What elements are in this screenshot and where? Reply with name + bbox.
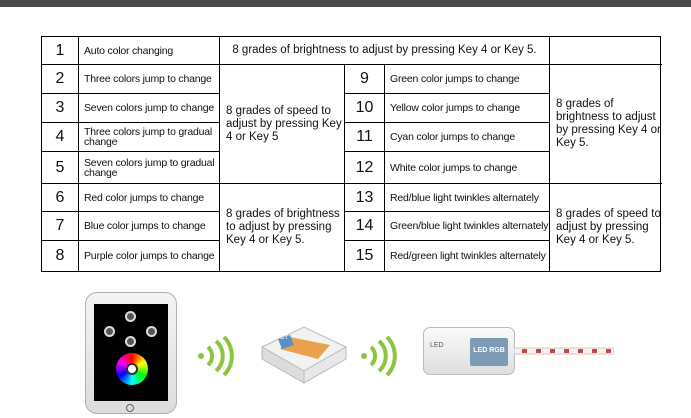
led-controller-icon <box>423 327 515 375</box>
controller-small-text: LED <box>430 342 444 349</box>
speed-button-icon <box>146 326 157 337</box>
tablet-remote-icon <box>85 292 177 414</box>
mode-number: 3 <box>42 94 79 123</box>
mode-label: Green color jumps to change <box>385 65 550 94</box>
mode-label: Seven colors jump to change <box>79 94 220 123</box>
mode-label: Three colors jump to change <box>79 65 220 94</box>
row1-brightness-note: 8 grades of brightness to adjust by pressing Key 4 or Key 5. <box>220 37 550 65</box>
mode-label: Yellow color jumps to change <box>385 94 550 123</box>
mode-number: 12 <box>345 152 385 184</box>
remote-logo-text: CT <box>280 335 288 341</box>
mode-number: 4 <box>42 123 79 152</box>
mode-number: 7 <box>42 212 79 241</box>
mode-label: Cyan color jumps to change <box>385 123 550 152</box>
led-strip-icon <box>514 347 614 355</box>
mode-number: 6 <box>42 184 79 212</box>
mode-label: Red/green light twinkles alternately <box>385 241 550 271</box>
mode-label: Green/blue light twinkles alternately <box>385 212 550 241</box>
wireless-signal-icon <box>195 336 235 376</box>
mode-number: 11 <box>345 123 385 152</box>
brightness-note: 8 grades of brightness to adjust by pressing Key 4 or Key 5. <box>550 65 662 184</box>
mode-number: 15 <box>345 241 385 271</box>
mode-number: 8 <box>42 241 79 271</box>
mode-number: 9 <box>345 65 385 94</box>
mode-number: 14 <box>345 212 385 241</box>
mode-number: 5 <box>42 152 79 184</box>
empty-cell <box>550 37 662 65</box>
mode-number: 13 <box>345 184 385 212</box>
mode-number: 10 <box>345 94 385 123</box>
top-bar <box>0 0 691 7</box>
mode-label: Red/blue light twinkles alternately <box>385 184 550 212</box>
power-button-icon <box>125 311 136 322</box>
mode-label: Auto color changing <box>79 37 220 65</box>
mode-label: Seven colors jump to gradual change <box>79 152 220 184</box>
mode-table <box>41 36 661 272</box>
mode-label: Purple color jumps to change <box>79 241 220 271</box>
mode-label: Red color jumps to change <box>79 184 220 212</box>
mode-label: Three colors jump to gradual change <box>79 123 220 152</box>
mode-number: 1 <box>42 37 79 65</box>
brightness-button-icon <box>125 336 136 347</box>
brightness-note: 8 grades of brightness to adjust by pressing Key 4 or Key 5. <box>220 184 345 271</box>
mode-button-icon <box>104 326 115 337</box>
mode-number: 2 <box>42 65 79 94</box>
rf-remote-icon <box>260 325 348 385</box>
mode-label: White color jumps to change <box>385 152 550 184</box>
speed-note: 8 grades of speed to adjust by pressing Key 4 or Key 5. <box>556 208 661 246</box>
controller-label: LED RGB <box>473 347 505 354</box>
color-wheel-center-icon <box>126 363 138 375</box>
wireless-signal-icon <box>358 336 398 376</box>
controller-label-panel <box>470 338 508 366</box>
mode-label: Blue color jumps to change <box>79 212 220 241</box>
speed-note: 8 grades of speed to adjust by pressing Key 4 or Key 5 <box>220 65 345 184</box>
home-button-icon <box>126 404 134 412</box>
tablet-screen <box>94 304 168 401</box>
